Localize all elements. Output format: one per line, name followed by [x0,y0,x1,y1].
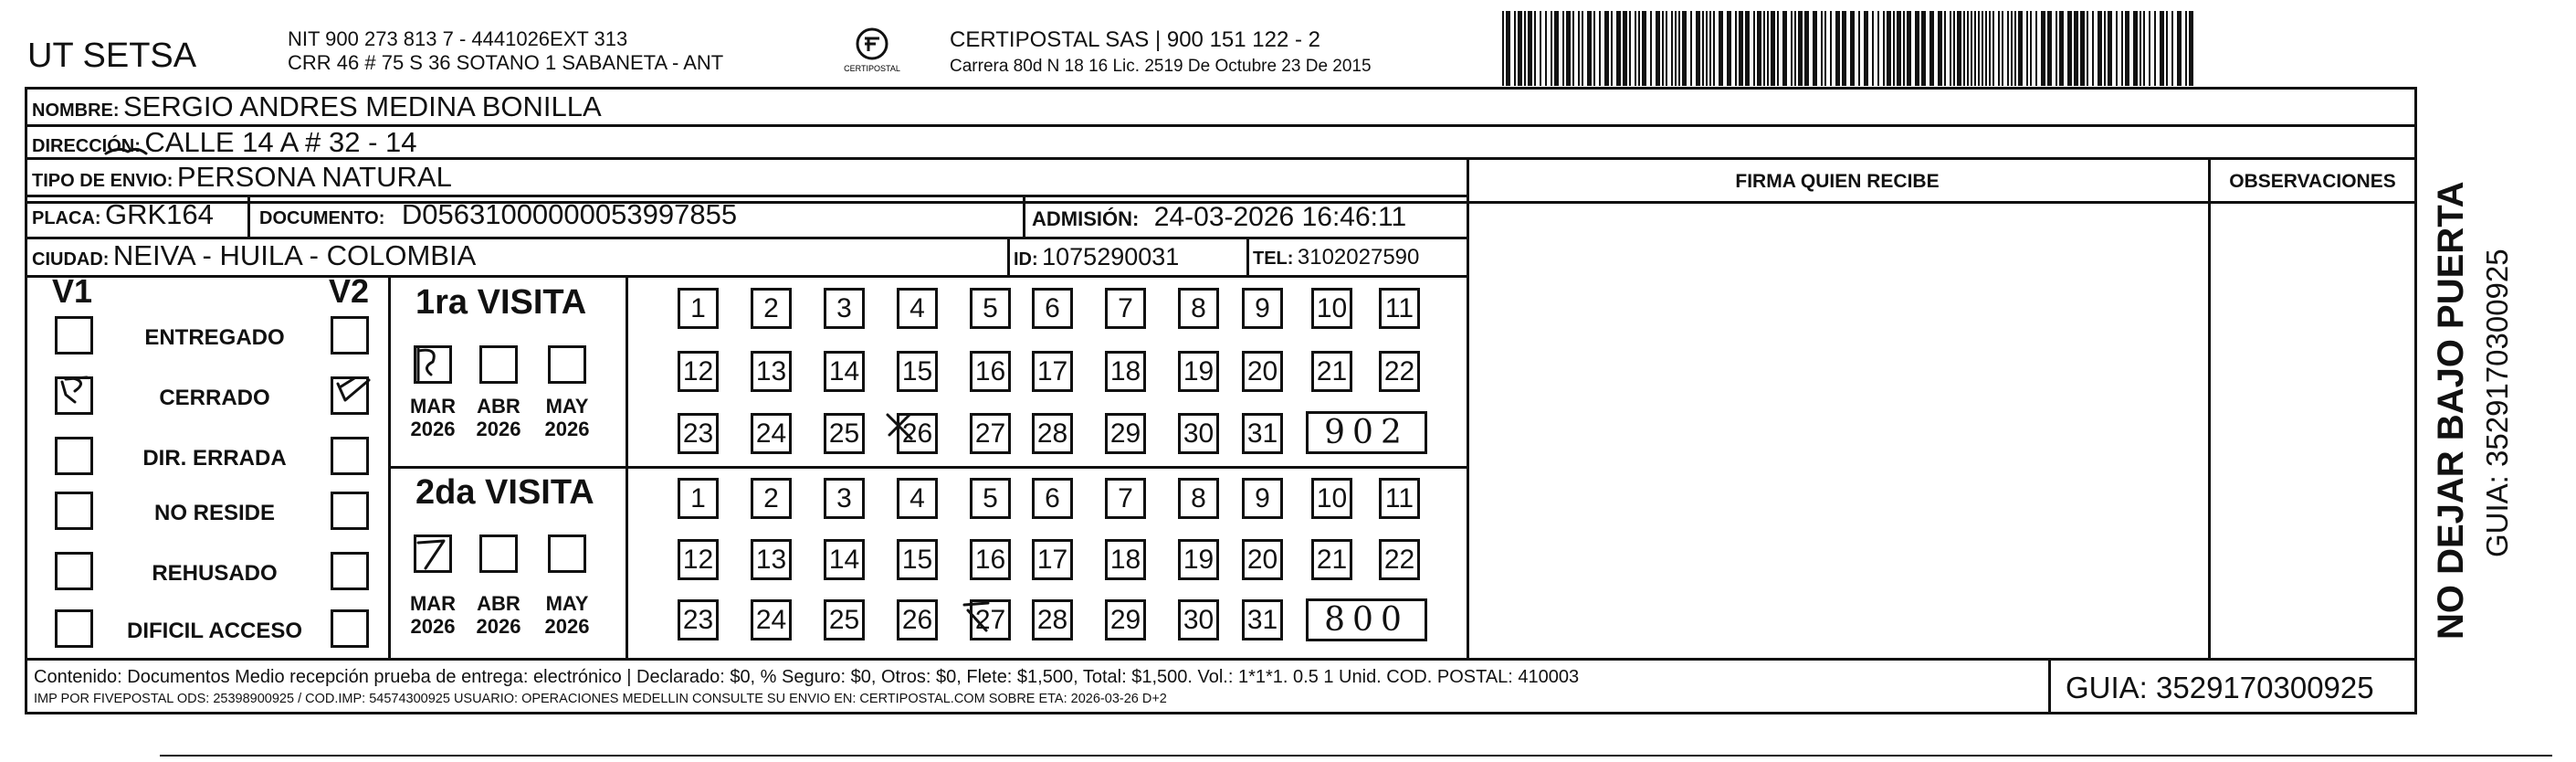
documento-value: D05631000000053997855 [401,198,738,230]
barcode-bar [1771,11,1775,86]
check-mark-v1-cerrado [62,377,87,402]
barcode-bar [1745,11,1750,86]
barcode-bar [1518,11,1522,86]
barcode-bar [1883,11,1885,86]
visit1-day-23[interactable]: 23 [678,413,719,454]
company-nit: NIT 900 273 813 7 - 4441026EXT 313 [288,27,628,50]
barcode-bar [2011,11,2013,86]
barcode-bar [1671,11,1673,86]
visit2-day-9[interactable]: 9 [1242,478,1283,519]
barcode-bar [2041,11,2045,86]
visit1-month-abr: ABR 2026 [476,395,521,440]
barcode-bar [1506,11,1510,86]
courier-name: CERTIPOSTAL SAS | 900 151 122 - 2 [950,27,1320,52]
visit2-day-11[interactable]: 11 [1379,478,1420,519]
visit2-day-6[interactable]: 6 [1032,478,1073,519]
tipo-scribble [106,149,146,153]
barcode-bar [1623,11,1627,86]
firma-label: FIRMA QUIEN RECIBE [1735,171,1940,192]
barcode-bar [1572,11,1574,86]
nombre-label: NOMBRE: [32,101,120,121]
visit1-day-13[interactable]: 13 [751,351,792,392]
documento-label: DOCUMENTO: [259,208,385,228]
barcode-bar [2080,11,2085,86]
barcode-bar [2002,11,2003,86]
visit2-day-24[interactable]: 24 [751,599,792,640]
barcode-bar [1593,11,1595,86]
barcode-bar [1767,11,1769,86]
barcode-bar [2154,11,2156,86]
barcode-bar [1971,11,1972,86]
barcode-bar [1763,11,1765,86]
visit2-day-7[interactable]: 7 [1105,478,1146,519]
visit2-day-30[interactable]: 30 [1178,599,1219,640]
barcode-bar [2171,11,2173,86]
placa-label: PLACA: [32,208,101,228]
barcode-bar [2026,11,2028,86]
barcode-bar [1611,11,1613,86]
barcode-bar [1998,11,2000,86]
barcode-bar [2014,11,2016,86]
barcode-bar [1989,11,1991,86]
barcode-bar [1850,11,1855,86]
visit2-day-2[interactable]: 2 [751,478,792,519]
barcode-bar [1957,11,1961,86]
visit2-month-mar: MAR 2026 [409,592,457,638]
check-mark-v2-cerrado [338,378,369,400]
barcode-bar [1893,11,1895,86]
svg-text:CERTIPOSTAL: CERTIPOSTAL [844,64,900,73]
side-notice: NO DEJAR BAJO PUERTA [2431,181,2471,640]
visit2-day-25[interactable]: 25 [824,599,865,640]
barcode-bar [1897,11,1901,86]
barcode-bar [2160,11,2164,86]
barcode-bar [1604,11,1609,86]
barcode-bar [2177,11,2182,86]
visit2-day-15[interactable]: 15 [897,539,938,580]
visit1-day-25[interactable]: 25 [824,413,865,454]
barcode-bar [1978,11,1980,86]
barcode-bar [1824,11,1826,86]
visit1-time: 902 [1324,414,1409,451]
visit1-day-16[interactable]: 16 [970,351,1011,392]
visit1-day-12[interactable]: 12 [678,351,719,392]
barcode-bar [1702,11,1704,86]
visit2-day-20[interactable]: 20 [1242,539,1283,580]
visit2-day-29[interactable]: 29 [1105,599,1146,640]
barcode-bar [1696,11,1700,86]
barcode-bar [1821,11,1823,86]
barcode-bar [2030,11,2032,86]
barcode-bar [1616,11,1621,86]
visit1-day-14[interactable]: 14 [824,351,865,392]
barcode [1502,11,2196,86]
option-cerrado: CERRADO [159,386,270,410]
company-name: UT SETSA [27,37,197,75]
barcode-bar [2108,11,2112,86]
courier-license: Carrera 80d N 18 16 Lic. 2519 De Octubre 23 De 2015 [950,57,1372,76]
barcode-bar [1706,11,1708,86]
barcode-bar [1719,11,1723,86]
barcode-bar [2143,11,2145,86]
visit1-day-1[interactable]: 1 [678,288,719,329]
barcode-bar [1877,11,1879,86]
visit1-day-2[interactable]: 2 [751,288,792,329]
barcode-bar [1830,11,1832,86]
nombre-value: SERGIO ANDRES MEDINA BONILLA [123,90,602,122]
barcode-bar [1864,11,1868,86]
visit1-month-may: MAY 2026 [544,395,590,440]
barcode-bar [1502,11,1504,86]
visit2-day-23[interactable]: 23 [678,599,719,640]
barcode-bar [1944,11,1946,86]
barcode-bar [1690,11,1692,86]
visit1-day-21[interactable]: 21 [1311,351,1352,392]
barcode-bar [1791,11,1793,86]
barcode-bar [2098,11,2102,86]
ciudad-label: CIUDAD: [32,249,110,270]
placa-value: GRK164 [105,198,214,230]
barcode-bar [2007,11,2009,86]
handwritten-marks [0,0,1461,658]
visit1-day-29[interactable]: 29 [1105,413,1146,454]
visit2-label: 2da VISITA [415,473,594,512]
check-mark-visit1-mar [418,349,434,380]
direccion-label: DIRECCIÓN: [32,136,141,156]
barcode-bar [1903,11,1905,86]
barcode-bar [2133,11,2138,86]
visit1-label: 1ra VISITA [415,283,587,322]
barcode-bar [1713,11,1715,86]
barcode-bar [1950,11,1951,86]
visit2-day-14[interactable]: 14 [824,539,865,580]
barcode-bar [1682,11,1687,86]
visit1-day-5[interactable]: 5 [970,288,1011,329]
visit2-time: 800 [1324,601,1409,639]
barcode-bar [2018,11,2023,86]
visit1-day-19[interactable]: 19 [1178,351,1219,392]
tipo-value: PERSONA NATURAL [176,161,452,193]
footer-guia: GUIA: 3529170300925 [2066,671,2374,704]
v2-label: V2 [329,272,370,310]
barcode-bar [1794,11,1796,86]
company-address: CRR 46 # 75 S 36 SOTANO 1 SABANETA - ANT [288,51,724,74]
barcode-bar [1678,11,1680,86]
visit2-day-8[interactable]: 8 [1178,478,1219,519]
barcode-bar [1566,11,1571,86]
visit1-day-11[interactable]: 11 [1379,288,1420,329]
check-mark-day-26 [888,415,911,439]
barcode-bar [1524,11,1526,86]
barcode-bar [1528,11,1532,86]
visit2-day-26[interactable]: 26 [897,599,938,640]
barcode-bar [1656,11,1660,86]
barcode-bar [2121,11,2123,86]
barcode-bar [2056,11,2057,86]
barcode-bar [1578,11,1580,86]
barcode-bar [1887,11,1891,86]
barcode-bar [2189,11,2193,86]
barcode-bar [1587,11,1592,86]
barcode-bar [2125,11,2129,86]
visit1-day-26[interactable]: 26 [897,413,938,454]
visit1-day-6[interactable]: 6 [1032,288,1073,329]
visit2-day-19[interactable]: 19 [1178,539,1219,580]
check-mark-visit2-mar [418,541,444,568]
visit2-day-17[interactable]: 17 [1032,539,1073,580]
barcode-bar [1554,11,1559,86]
barcode-bar [2092,11,2094,86]
id-label: ID: [1014,249,1038,270]
visit1-day-4[interactable]: 4 [897,288,938,329]
barcode-bar [1985,11,1987,86]
option-entregado: ENTREGADO [144,325,285,350]
observaciones-label: OBSERVACIONES [2229,171,2396,192]
barcode-bar [2047,11,2052,86]
barcode-bar [1638,11,1640,86]
barcode-bar [1835,11,1840,86]
visit2-day-18[interactable]: 18 [1105,539,1146,580]
footer-imp: IMP POR FIVEPOSTAL ODS: 25398900925 / COD.IMP: 54574300925 USUARIO: OPERACIONES MEDELLIN CONSULTE SU ENVIO EN: CERTIPOSTAL.COM SOBRE ETA: 2026-03-26 D+2 [34,692,1167,706]
barcode-bar [2104,11,2106,86]
barcode-bar [1842,11,1846,86]
barcode-bar [1782,11,1787,86]
barcode-bar [1858,11,1860,86]
barcode-bar [1974,11,1976,86]
visit2-day-13[interactable]: 13 [751,539,792,580]
option-dir-errada: DIR. ERRADA [142,446,287,471]
visit1-day-22[interactable]: 22 [1379,351,1420,392]
barcode-bar [1551,11,1552,86]
visit2-day-1[interactable]: 1 [678,478,719,519]
barcode-bar [2087,11,2088,86]
barcode-bar [1757,11,1761,86]
barcode-bar [1635,11,1636,86]
barcode-bar [2140,11,2141,86]
barcode-bar [1662,11,1664,86]
visit2-day-5[interactable]: 5 [970,478,1011,519]
barcode-bar [1540,11,1541,86]
barcode-bar [1921,11,1926,86]
footer-contenido: Contenido: Documentos Medio recepción prueba de entrega: electrónico | Declarado: $0, % Seguro: $0, Otros: $0, Flete: $1,500, Total: $1,500. Vol.: 1*1*1. 0.5 1 Unid. COD. POSTAL: 410003 [34,667,1580,687]
barcode-bar [1915,11,1919,86]
barcode-bar [1642,11,1646,86]
barcode-bar [1709,11,1711,86]
visit2-month-may: MAY 2026 [544,592,590,638]
admision-value: 24-03-2026 16:46:11 [1153,202,1407,232]
barcode-bar [2035,11,2037,86]
direccion-value: CALLE 14 A # 32 - 14 [144,126,417,158]
barcode-bar [1813,11,1817,86]
visit2-day-12[interactable]: 12 [678,539,719,580]
visit1-day-30[interactable]: 30 [1178,413,1219,454]
barcode-bar [2059,11,2064,86]
barcode-bar [1982,11,1983,86]
barcode-bar [1953,11,1955,86]
barcode-bar [1562,11,1564,86]
barcode-bar [1967,11,1969,86]
id-value: 1075290031 [1042,243,1180,270]
visit1-day-3[interactable]: 3 [824,288,865,329]
visit1-day-9[interactable]: 9 [1242,288,1283,329]
check-mark-day-27-v2 [964,603,988,630]
visit1-day-17[interactable]: 17 [1032,351,1073,392]
barcode-bar [1545,11,1547,86]
barcode-bar [2185,11,2187,86]
visit1-day-31[interactable]: 31 [1242,413,1283,454]
barcode-bar [1938,11,1942,86]
visit1-day-7[interactable]: 7 [1105,288,1146,329]
tipo-label: TIPO DE ENVIO: [32,171,173,191]
barcode-bar [1963,11,1965,86]
v1-label: V1 [52,272,93,310]
visit2-day-10[interactable]: 10 [1311,478,1352,519]
barcode-bar [1666,11,1667,86]
barcode-bar [2116,11,2118,86]
barcode-bar [1629,11,1631,86]
visit1-day-24[interactable]: 24 [751,413,792,454]
visit2-day-3[interactable]: 3 [824,478,865,519]
barcode-bar [1650,11,1652,86]
visit2-day-27[interactable]: 27 [970,599,1011,640]
visit1-day-10[interactable]: 10 [1311,288,1352,329]
barcode-bar [1599,11,1601,86]
visit1-day-15[interactable]: 15 [897,351,938,392]
visit1-day-18[interactable]: 18 [1105,351,1146,392]
barcode-bar [1675,11,1677,86]
option-rehusado: REHUSADO [152,561,278,586]
barcode-bar [1582,11,1583,86]
visit1-day-28[interactable]: 28 [1032,413,1073,454]
visit2-day-31[interactable]: 31 [1242,599,1283,640]
tel-label: TEL: [1253,249,1294,269]
visit2-day-21[interactable]: 21 [1311,539,1352,580]
option-dificil-acceso: DIFICIL ACCESO [126,619,302,643]
visit2-day-4[interactable]: 4 [897,478,938,519]
tel-value: 3102027590 [1297,245,1420,270]
barcode-bar [1804,11,1809,86]
side-guia: GUIA: 3529170300925 [2480,249,2514,557]
barcode-bar [1929,11,1934,86]
visit2-day-28[interactable]: 28 [1032,599,1073,640]
barcode-bar [1992,11,1994,86]
barcode-bar [1727,11,1731,86]
barcode-bar [1753,11,1755,86]
admision-label: ADMISIÓN: [1032,207,1140,230]
barcode-bar [2166,11,2168,86]
barcode-bar [1872,11,1874,86]
option-no-reside: NO RESIDE [153,501,276,525]
ciudad-value: NEIVA - HUILA - COLOMBIA [112,239,477,271]
barcode-bar [1514,11,1516,86]
barcode-bar [2067,11,2072,86]
visit1-month-mar: MAR 2026 [409,395,457,440]
visit1-day-20[interactable]: 20 [1242,351,1283,392]
visit1-day-8[interactable]: 8 [1178,288,1219,329]
barcode-bar [1777,11,1779,86]
barcode-bar [1798,11,1803,86]
barcode-bar [2074,11,2078,86]
barcode-bar [1735,11,1737,86]
barcode-bar [1739,11,1743,86]
visit2-month-abr: ABR 2026 [476,592,521,638]
visit2-day-16[interactable]: 16 [970,539,1011,580]
barcode-bar [1534,11,1536,86]
barcode-bar [1907,11,1911,86]
visit1-day-27[interactable]: 27 [970,413,1011,454]
visit2-day-22[interactable]: 22 [1379,539,1420,580]
barcode-bar [2149,11,2150,86]
